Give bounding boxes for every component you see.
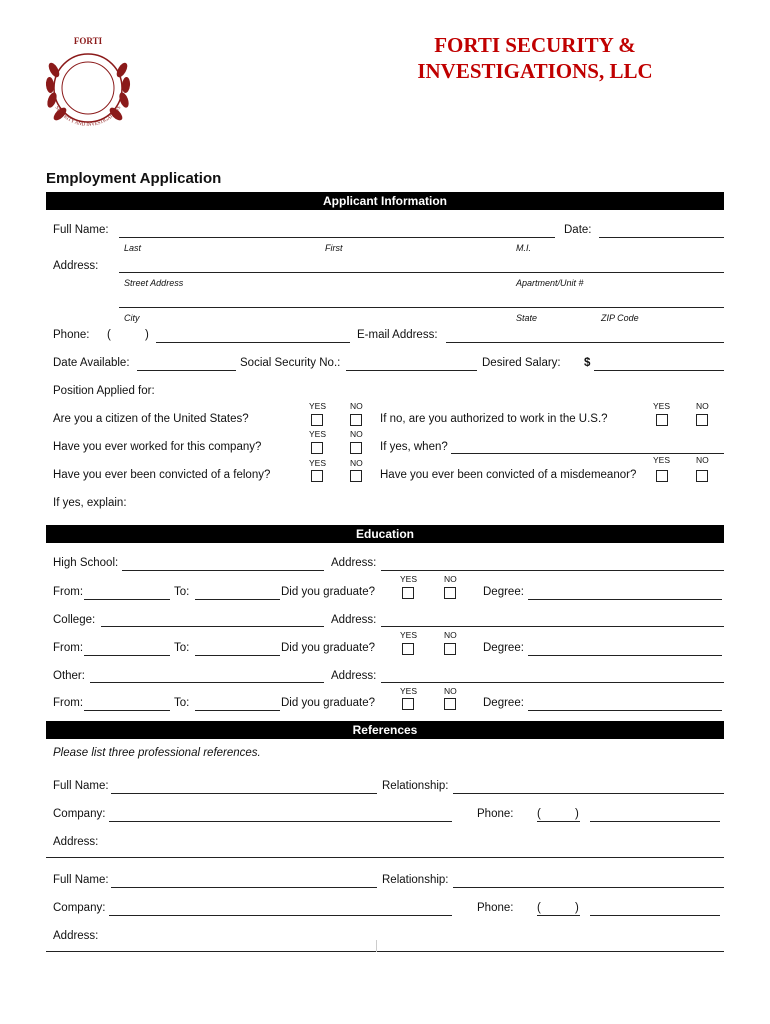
hint-first: First bbox=[325, 243, 343, 253]
misdemeanor-no-checkbox[interactable] bbox=[696, 470, 708, 482]
misdemeanor-yes-checkbox[interactable] bbox=[656, 470, 668, 482]
label-college-address: Address: bbox=[331, 614, 377, 626]
label-ref2-phone: Phone: bbox=[477, 902, 514, 914]
label-date-available: Date Available: bbox=[53, 357, 130, 369]
q-felony: Have you ever been convicted of a felony? bbox=[53, 469, 271, 481]
label-high-school: High School: bbox=[53, 557, 119, 569]
field-college-degree[interactable] bbox=[528, 655, 722, 656]
hs-graduate-no-checkbox[interactable] bbox=[444, 587, 456, 599]
field-ref2-full-name[interactable] bbox=[111, 887, 377, 888]
field-ref1-address[interactable] bbox=[46, 857, 724, 858]
section-applicant-header: Applicant Information bbox=[46, 192, 724, 210]
company-name bbox=[380, 32, 690, 84]
label-dollar: $ bbox=[584, 357, 591, 369]
hint-last: Last bbox=[124, 243, 142, 253]
label-other-graduate: Did you graduate? bbox=[281, 697, 375, 709]
college-graduate-yes-checkbox[interactable] bbox=[402, 643, 414, 655]
no-label: NO bbox=[444, 574, 457, 584]
field-other-to[interactable] bbox=[195, 710, 280, 711]
label-hs-address: Address: bbox=[331, 557, 377, 569]
field-phone[interactable] bbox=[156, 342, 350, 343]
field-date-available[interactable] bbox=[137, 370, 236, 371]
field-ref2-relationship[interactable] bbox=[453, 887, 724, 888]
field-when[interactable] bbox=[451, 453, 724, 454]
hint-city: City bbox=[124, 313, 140, 323]
citizen-no-checkbox[interactable] bbox=[350, 414, 362, 426]
field-ref2-area-code[interactable] bbox=[537, 915, 580, 916]
field-street-address[interactable] bbox=[119, 272, 724, 273]
field-hs-degree[interactable] bbox=[528, 599, 722, 600]
label-ref1-address: Address: bbox=[53, 836, 99, 848]
no-label: NO bbox=[696, 401, 709, 411]
yes-label: YES bbox=[400, 686, 418, 696]
label-college-to: To: bbox=[174, 642, 190, 654]
field-salary[interactable] bbox=[594, 370, 724, 371]
label-college-degree: Degree: bbox=[483, 642, 524, 654]
label-hs-from: From: bbox=[53, 586, 84, 598]
yes-label: YES bbox=[309, 458, 327, 468]
yes-label: YES bbox=[653, 401, 671, 411]
field-ssn[interactable] bbox=[346, 370, 477, 371]
ref1-paren-open: ( bbox=[537, 808, 541, 820]
no-label: NO bbox=[444, 630, 457, 640]
field-city-state-zip[interactable] bbox=[119, 307, 724, 308]
hint-apt: Apartment/Unit # bbox=[516, 278, 584, 288]
worked-no-checkbox[interactable] bbox=[350, 442, 362, 454]
field-ref1-company[interactable] bbox=[109, 821, 452, 822]
ref1-paren-close: ) bbox=[575, 808, 579, 820]
yes-label: YES bbox=[653, 455, 671, 465]
other-graduate-no-checkbox[interactable] bbox=[444, 698, 456, 710]
no-label: NO bbox=[350, 458, 363, 468]
field-ref2-address[interactable] bbox=[46, 951, 724, 952]
label-ssn: Social Security No.: bbox=[240, 357, 341, 369]
field-hs-to[interactable] bbox=[195, 599, 280, 600]
label-ref1-company: Company: bbox=[53, 808, 106, 820]
field-ref1-phone[interactable] bbox=[590, 821, 720, 822]
logo-arc-text: SECURITY AND INVESTIGATIONS bbox=[53, 105, 123, 128]
field-college[interactable] bbox=[101, 626, 324, 627]
company-name-line1: FORTI SECURITY & bbox=[434, 33, 636, 57]
worked-yes-checkbox[interactable] bbox=[311, 442, 323, 454]
label-college-from: From: bbox=[53, 642, 84, 654]
label-position: Position Applied for: bbox=[53, 385, 155, 397]
label-hs-to: To: bbox=[174, 586, 190, 598]
no-label: NO bbox=[350, 429, 363, 439]
column-divider bbox=[376, 940, 377, 952]
field-other[interactable] bbox=[90, 682, 324, 683]
label-ref2-address: Address: bbox=[53, 930, 99, 942]
label-ref2-company: Company: bbox=[53, 902, 106, 914]
label-ref2-full-name: Full Name: bbox=[53, 874, 109, 886]
label-other-to: To: bbox=[174, 697, 190, 709]
logo-top-text: FORTI bbox=[73, 36, 103, 46]
q-misdemeanor: Have you ever been convicted of a misdemeanor? bbox=[380, 469, 637, 481]
field-hs-address[interactable] bbox=[381, 570, 724, 571]
label-salary: Desired Salary: bbox=[482, 357, 561, 369]
field-high-school[interactable] bbox=[122, 570, 324, 571]
field-college-address[interactable] bbox=[381, 626, 724, 627]
hs-graduate-yes-checkbox[interactable] bbox=[402, 587, 414, 599]
hint-street: Street Address bbox=[124, 278, 184, 288]
label-address: Address: bbox=[53, 260, 99, 272]
other-graduate-yes-checkbox[interactable] bbox=[402, 698, 414, 710]
label-other-from: From: bbox=[53, 697, 84, 709]
field-other-from[interactable] bbox=[84, 710, 170, 711]
company-name-line2: INVESTIGATIONS, LLC bbox=[417, 59, 653, 83]
felony-yes-checkbox[interactable] bbox=[311, 470, 323, 482]
label-ref1-full-name: Full Name: bbox=[53, 780, 109, 792]
field-other-address[interactable] bbox=[381, 682, 724, 683]
yes-label: YES bbox=[400, 574, 418, 584]
no-label: NO bbox=[350, 401, 363, 411]
company-logo bbox=[38, 30, 138, 140]
label-hs-graduate: Did you graduate? bbox=[281, 586, 375, 598]
hint-mi: M.I. bbox=[516, 243, 531, 253]
field-ref1-full-name[interactable] bbox=[111, 793, 377, 794]
yes-label: YES bbox=[309, 429, 327, 439]
q-authorized: If no, are you authorized to work in the U.S.? bbox=[380, 413, 608, 425]
label-ref1-phone: Phone: bbox=[477, 808, 514, 820]
yes-label: YES bbox=[400, 630, 418, 640]
hint-state: State bbox=[516, 313, 538, 323]
ref2-paren-open: ( bbox=[537, 902, 541, 914]
references-instruction: Please list three professional references. bbox=[53, 747, 261, 759]
college-graduate-no-checkbox[interactable] bbox=[444, 643, 456, 655]
label-other-address: Address: bbox=[331, 670, 377, 682]
section-references-header: References bbox=[46, 721, 724, 739]
q-citizen: Are you a citizen of the United States? bbox=[53, 413, 249, 425]
authorized-yes-checkbox[interactable] bbox=[656, 414, 668, 426]
no-label: NO bbox=[696, 455, 709, 465]
label-explain: If yes, explain: bbox=[53, 497, 127, 509]
label-full-name: Full Name: bbox=[53, 224, 109, 236]
hint-zip: ZIP Code bbox=[601, 313, 639, 323]
label-other: Other: bbox=[53, 670, 85, 682]
citizen-yes-checkbox[interactable] bbox=[311, 414, 323, 426]
yes-label: YES bbox=[309, 401, 327, 411]
label-email: E-mail Address: bbox=[357, 329, 438, 341]
field-full-name[interactable] bbox=[119, 237, 555, 238]
label-college-graduate: Did you graduate? bbox=[281, 642, 375, 654]
field-ref2-company[interactable] bbox=[109, 915, 452, 916]
field-date[interactable] bbox=[599, 237, 724, 238]
phone-paren-close: ) bbox=[145, 329, 149, 341]
field-ref2-phone[interactable] bbox=[590, 915, 720, 916]
field-ref1-area-code[interactable] bbox=[537, 821, 580, 822]
q-worked: Have you ever worked for this company? bbox=[53, 441, 262, 453]
phone-paren-open: ( bbox=[107, 329, 111, 341]
label-ref1-relationship: Relationship: bbox=[382, 780, 449, 792]
label-phone: Phone: bbox=[53, 329, 90, 341]
field-college-to[interactable] bbox=[195, 655, 280, 656]
field-email[interactable] bbox=[446, 342, 724, 343]
no-label: NO bbox=[444, 686, 457, 696]
field-ref1-relationship[interactable] bbox=[453, 793, 724, 794]
felony-no-checkbox[interactable] bbox=[350, 470, 362, 482]
label-date: Date: bbox=[564, 224, 592, 236]
ref2-paren-close: ) bbox=[575, 902, 579, 914]
label-ref2-relationship: Relationship: bbox=[382, 874, 449, 886]
field-other-degree[interactable] bbox=[528, 710, 722, 711]
q-when: If yes, when? bbox=[380, 441, 448, 453]
field-hs-from[interactable] bbox=[84, 599, 170, 600]
page-title: Employment Application bbox=[46, 170, 222, 187]
field-college-from[interactable] bbox=[84, 655, 170, 656]
section-education-header: Education bbox=[46, 525, 724, 543]
label-other-degree: Degree: bbox=[483, 697, 524, 709]
label-college: College: bbox=[53, 614, 96, 626]
authorized-no-checkbox[interactable] bbox=[696, 414, 708, 426]
label-hs-degree: Degree: bbox=[483, 586, 524, 598]
